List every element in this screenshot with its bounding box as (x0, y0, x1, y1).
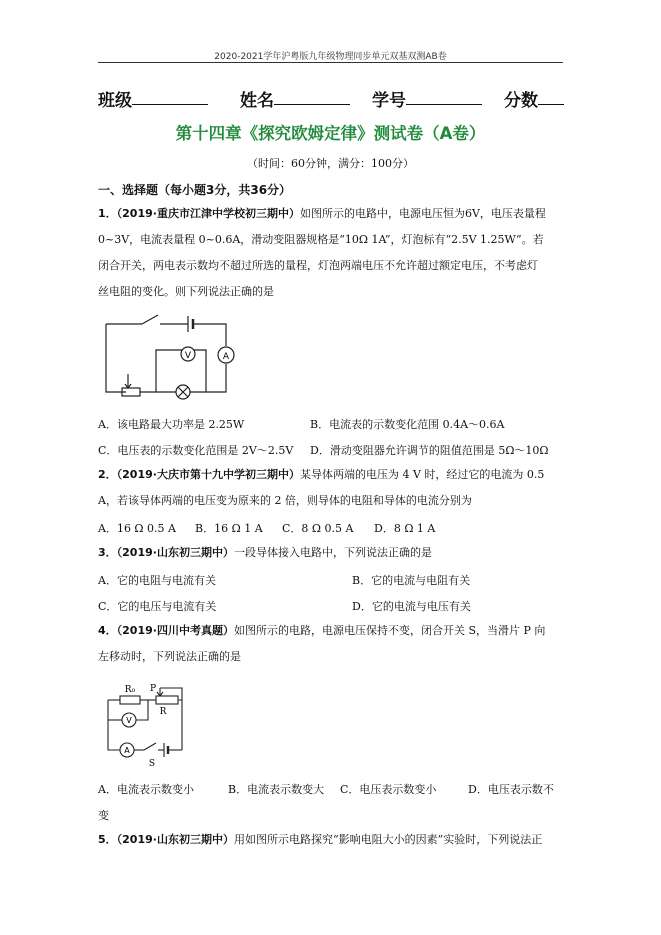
q3-option-b[interactable]: B．它的电流与电阻有关 (352, 574, 471, 587)
q1-option-b[interactable]: B．电流表的示数变化范围 0.4A～0.6A (310, 418, 505, 431)
q2-number: 2． (98, 468, 117, 481)
header-divider (98, 62, 563, 63)
q5-source: （2019·山东初三期中） (116, 833, 234, 846)
q1-option-c[interactable]: C．电压表的示数变化范围是 2V～2.5V (98, 444, 294, 457)
score-blank[interactable] (538, 86, 564, 105)
id-label: 学号 (372, 91, 406, 111)
test-subtitle: （时间：60分钟，满分：100分） (247, 157, 414, 170)
ammeter-label: A (124, 746, 130, 755)
r0-label: R₀ (124, 685, 136, 695)
q5-text1: 用如图所示电路探究“影响电阻大小的因素”实验时，下列说法正 (233, 833, 543, 846)
q3-source: （2019·山东初三期中） (116, 546, 234, 559)
score-field (504, 86, 538, 111)
q4-line1 (98, 624, 568, 638)
q1-text1: 如图所示的电路中，电源电压恒为6V，电压表量程 (299, 207, 546, 220)
q3-text1: 一段导体接入电路中，下列说法正确的是 (233, 546, 432, 559)
q2-option-c[interactable]: C．8 Ω 0.5 A (282, 522, 354, 535)
q1-source: （2019·重庆市江津中学校初三期中） (116, 207, 300, 220)
q3-line1 (98, 546, 568, 560)
page-header: 2020-2021学年沪粤版九年级物理同步单元双基双测AB卷 (214, 52, 447, 62)
q1-option-d[interactable]: D．滑动变阻器允许调节的阻值范围是 5Ω～10Ω (310, 444, 549, 457)
q3-option-a[interactable]: A．它的电阻与电流有关 (98, 574, 216, 587)
q4-line2: 左移动时，下列说法正确的是 (98, 650, 241, 663)
r-label: R (159, 707, 167, 717)
q4-option-d-cont: 变 (98, 809, 109, 822)
q1-option-a[interactable]: A．该电路最大功率是 2.25W (98, 418, 245, 431)
id-blank[interactable] (406, 86, 482, 105)
name-field (240, 86, 274, 111)
ammeter-label: A (222, 352, 230, 362)
student-info-row (98, 86, 568, 110)
q1-line3: 闭合开关，两电表示数均不超过所选的量程，灯泡两端电压不允许超过额定电压，不考虑灯 (98, 259, 538, 272)
class-field (98, 86, 132, 111)
switch-label: S (148, 759, 156, 769)
score-label: 分数 (504, 91, 538, 111)
section-heading: 一、选择题（每小题3分，共36分） (98, 183, 292, 197)
q2-line1 (98, 468, 568, 482)
q2-source: （2019·大庆市第十九中学初三期中） (116, 468, 300, 481)
q4-option-c[interactable]: C．电压表示数变小 (340, 783, 437, 796)
q4-source: （2019·四川中考真题） (116, 624, 234, 637)
q1-line1 (98, 207, 568, 221)
q2-option-b[interactable]: B．16 Ω 1 A (195, 522, 263, 535)
q1-line4: 丝电阻的变化。则下列说法正确的是 (98, 285, 274, 298)
q1-line2: 0~3V，电流表量程 0~0.6A，滑动变阻器规格是“10Ω 1A”，灯泡标有“2.5V 1.25W”。若 (98, 233, 544, 246)
q5-number: 5． (98, 833, 117, 846)
q4-option-d[interactable]: D．电压表示数不 (468, 783, 554, 796)
q2-text1: 某导体两端的电压为 4 V 时，经过它的电流为 0.5 (299, 468, 545, 481)
q4-circuit-diagram (98, 680, 188, 775)
q2-option-d[interactable]: D．8 Ω 1 A (374, 522, 436, 535)
q4-option-b[interactable]: B．电流表示数变大 (228, 783, 325, 796)
q4-option-a[interactable]: A．电流表示数变小 (98, 783, 194, 796)
class-label: 班级 (98, 91, 132, 111)
q3-option-c[interactable]: C．它的电压与电流有关 (98, 600, 217, 613)
q4-number: 4． (98, 624, 117, 637)
class-blank[interactable] (132, 86, 208, 105)
q3-number: 3． (98, 546, 117, 559)
q5-line1 (98, 833, 568, 847)
name-blank[interactable] (274, 86, 350, 105)
q1-circuit-diagram (98, 312, 243, 404)
q3-option-d[interactable]: D．它的电流与电压有关 (352, 600, 471, 613)
name-label: 姓名 (240, 91, 274, 111)
q1-number: 1． (98, 207, 117, 220)
id-field (372, 86, 406, 111)
voltmeter-label: V (184, 351, 192, 361)
p-label: P (149, 684, 157, 694)
q2-option-a[interactable]: A．16 Ω 0.5 A (98, 522, 176, 535)
voltmeter-label: V (126, 716, 132, 725)
q4-text1: 如图所示的电路，电源电压保持不变，闭合开关 S，当滑片 P 向 (233, 624, 546, 637)
test-title: 第十四章《探究欧姆定律》测试卷（A卷） (175, 124, 486, 143)
q2-line2: A，若该导体两端的电压变为原来的 2 倍，则导体的电阻和导体的电流分别为 (98, 494, 472, 507)
